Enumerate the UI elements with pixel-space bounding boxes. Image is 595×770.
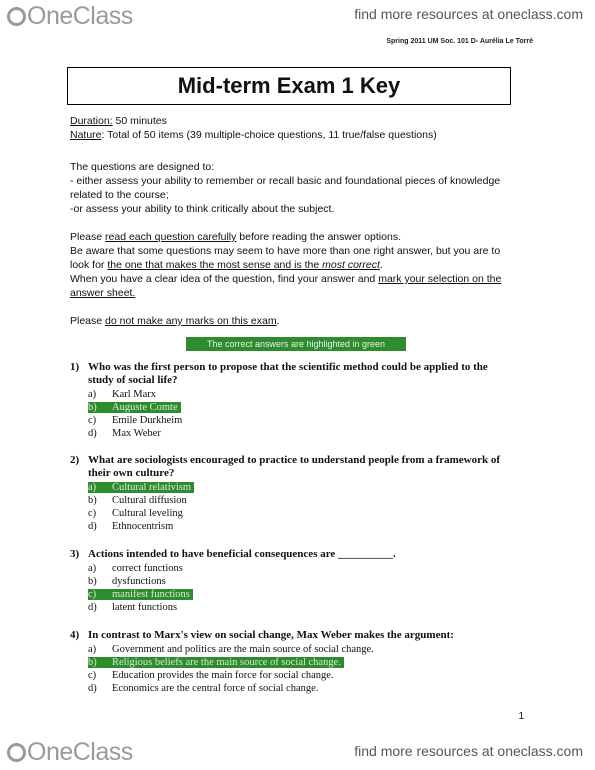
option-c-correct: c) manifest functions <box>88 588 530 601</box>
no-marks-line: Please do not make any marks on this exam. <box>70 315 280 327</box>
find-more-link[interactable]: find more resources at oneclass.com <box>354 6 583 22</box>
course-meta: Spring 2011 UM Soc. 101 D- Aurélia Le Torré <box>386 38 533 45</box>
logo-circle-icon <box>7 7 26 26</box>
option-a: a) Karl Marx <box>88 389 157 400</box>
page-number: 1 <box>518 711 524 722</box>
title-box <box>67 67 511 105</box>
question-3: 3) Actions intended to have beneficial consequences are __________. a) correct functions b) dysfunctions c) manifest functions d) latent functions <box>70 548 530 614</box>
option-c: c) Cultural leveling <box>88 508 183 519</box>
find-more-link-footer[interactable]: find more resources at oneclass.com <box>354 743 583 759</box>
clear-line-1: When you have a clear idea of the question, find your answer and mark your selection on the <box>70 273 502 285</box>
option-d: d) Economics are the central force of social change. <box>88 683 319 694</box>
question-1: 1) Who was the first person to propose that the scientific method could be applied to the study of social life? a) Karl Marx b) Auguste Comte c) Emile Durkheim d) Max Weber <box>70 361 530 440</box>
nature-line: Nature: Total of 50 items (39 multiple-choice questions, 11 true/false questions) <box>70 129 437 141</box>
duration-line: Duration: 50 minutes <box>70 115 167 127</box>
option-b-correct: b) Auguste Comte <box>88 401 530 414</box>
please-read-line: Please read each question carefully before reading the answer options. <box>70 231 401 243</box>
option-a-correct: a) Cultural relativism <box>88 481 530 494</box>
designed-line-4: -or assess your ability to think critically about the subject. <box>70 203 335 215</box>
aware-line-2: look for the one that makes the most sense and is the most correct. <box>70 259 383 271</box>
option-c: c) Emile Durkheim <box>88 415 183 426</box>
designed-line-1: The questions are designed to: <box>70 161 215 173</box>
designed-line-2: - either assess your ability to remember or recall basic and foundational pieces of knowledge <box>70 175 501 187</box>
option-b: b) dysfunctions <box>88 576 166 587</box>
option-d: d) Ethnocentrism <box>88 521 174 532</box>
answers-banner: The correct answers are highlighted in green <box>186 337 406 351</box>
option-d: d) Max Weber <box>88 428 161 439</box>
option-a: a) correct functions <box>88 563 183 574</box>
option-a: a) Government and politics are the main source of social change. <box>88 644 374 655</box>
clear-line-2: answer sheet. <box>70 287 136 299</box>
option-c: c) Education provides the main force for social change. <box>88 670 334 681</box>
designed-line-3: related to the course; <box>70 189 169 201</box>
option-d: d) latent functions <box>88 602 178 613</box>
option-b: b) Cultural diffusion <box>88 495 187 506</box>
page-title: Mid-term Exam 1 Key <box>177 73 401 98</box>
oneclass-logo: OneClass <box>7 2 133 31</box>
oneclass-logo-footer: OneClass <box>7 738 133 767</box>
logo-circle-icon <box>7 743 26 762</box>
question-2: 2) What are sociologists encouraged to practice to understand people from a framework of their own culture? a) Cultural relativism b) Cultural diffusion c) Cultural leveling d) Ethnocentrism <box>70 454 530 533</box>
aware-line-1: Be aware that some questions may seem to have more than one right answer, but you are to <box>70 245 501 257</box>
option-b-correct: b) Religious beliefs are the main source of social change. <box>88 656 530 669</box>
question-4: 4) In contrast to Marx's view on social change, Max Weber makes the argument: a) Government and politics are the main source of social change. b) Religious beliefs are the main source of social change. c) Education provides the main force for social change. d) Economics are the central force of social change. <box>70 629 530 695</box>
